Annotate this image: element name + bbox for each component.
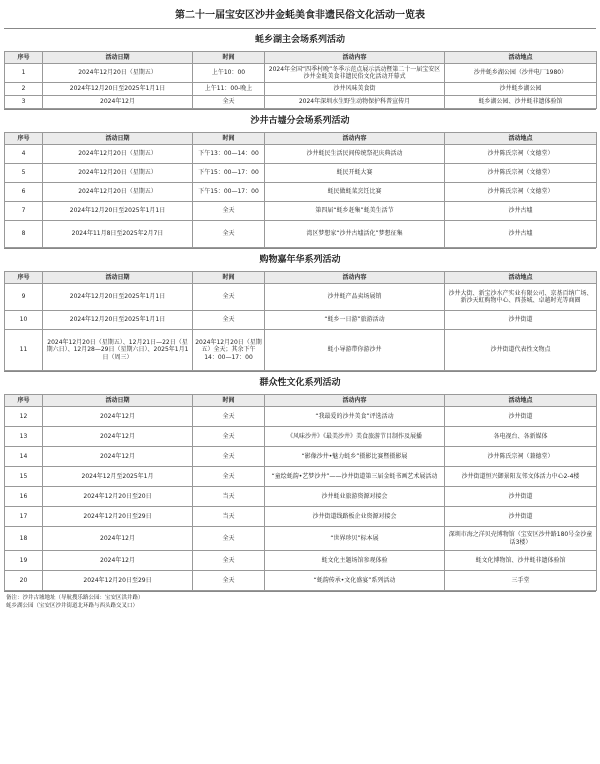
- time-cell: 全天: [193, 202, 265, 221]
- column-header: 活动内容: [265, 395, 445, 407]
- date-cell: 2024年12月: [43, 96, 193, 109]
- activity-table: [4, 132, 597, 248]
- date-cell: 2024年12月20日（星期五）、12月21日—22日（星期六日）、12月28—29日（星期六日）、2025年1月1日（周三）: [43, 330, 193, 371]
- table-row: [5, 96, 597, 109]
- time-cell: 全天: [193, 407, 265, 427]
- table-row: [5, 202, 597, 221]
- time-cell: 全天: [193, 527, 265, 551]
- table-row: [5, 330, 597, 371]
- footnote: [4, 591, 596, 612]
- content-cell: 沙井蚝业旅游资源对接会: [265, 487, 445, 507]
- content-cell: 2024年全国“四季村晚”冬季示范点展示活动暨第二十一届宝安区沙井金蚝美食非遗民俗文化活动开幕式: [265, 64, 445, 83]
- index-cell: 10: [5, 311, 43, 330]
- content-cell: 第四届“蚝乡赶集”蚝美生活节: [265, 202, 445, 221]
- table-row: [5, 467, 597, 487]
- document-title: 第二十一届宝安区沙井金蚝美食非遗民俗文化活动一览表: [175, 10, 425, 21]
- column-header: 活动日期: [43, 52, 193, 64]
- date-cell: 2024年12月20日至2025年1月1日: [43, 83, 193, 96]
- table-row: [5, 507, 597, 527]
- time-cell: 全天: [193, 447, 265, 467]
- content-cell: “蚝韵传承•文化盛宴”系列活动: [265, 571, 445, 591]
- date-cell: 2024年12月: [43, 427, 193, 447]
- index-cell: 17: [5, 507, 43, 527]
- index-cell: 15: [5, 467, 43, 487]
- place-cell: 沙井陈氏宗祠（文德堂）: [445, 145, 597, 164]
- place-cell: 沙井街道代表性文物点: [445, 330, 597, 371]
- column-header: 活动日期: [43, 133, 193, 145]
- date-cell: 2024年12月: [43, 447, 193, 467]
- index-cell: 2: [5, 83, 43, 96]
- activity-table: [4, 394, 597, 591]
- date-cell: 2024年11月8日至2025年2月7日: [43, 221, 193, 248]
- index-cell: 7: [5, 202, 43, 221]
- index-cell: 16: [5, 487, 43, 507]
- column-header: 时间: [193, 52, 265, 64]
- place-cell: 深圳市海之洋贝壳博物馆（宝安区沙井路180号金沙童话3楼）: [445, 527, 597, 551]
- content-cell: 沙井风味美食街: [265, 83, 445, 96]
- content-cell: 蚝民开蚝大赛: [265, 164, 445, 183]
- index-cell: 11: [5, 330, 43, 371]
- column-header: 序号: [5, 52, 43, 64]
- place-cell: 沙井街道: [445, 487, 597, 507]
- content-cell: 《风味沙井》《最美沙井》美食旅游节目制作及展播: [265, 427, 445, 447]
- place-cell: 蚝文化博物馆、沙井蚝非遗体验馆: [445, 551, 597, 571]
- time-cell: 全天: [193, 467, 265, 487]
- content-cell: 2024年深圳水生野生动物保护科普宣传月: [265, 96, 445, 109]
- time-cell: 2024年12月20日（星期五）全天；其余下午14：00—17：00: [193, 330, 265, 371]
- table-row: [5, 551, 597, 571]
- table-header-row: [5, 272, 597, 284]
- place-cell: 沙井蚝乡湖公园: [445, 83, 597, 96]
- time-cell: 下午15：00—17：00: [193, 183, 265, 202]
- place-cell: 沙井街道恒兴御景阳友邻文体活力中心2-4楼: [445, 467, 597, 487]
- date-cell: 2024年12月20日至20日: [43, 487, 193, 507]
- column-header: 活动内容: [265, 133, 445, 145]
- activity-table: [4, 271, 597, 371]
- date-cell: 2024年12月20日至29日: [43, 507, 193, 527]
- index-cell: 4: [5, 145, 43, 164]
- content-cell: 蚝文化主题场馆参观体验: [265, 551, 445, 571]
- content-cell: “蚝乡一日游”旅游活动: [265, 311, 445, 330]
- table-row: [5, 221, 597, 248]
- column-header: 活动日期: [43, 395, 193, 407]
- date-cell: 2024年12月: [43, 407, 193, 427]
- date-cell: 2024年12月20日（星期五）: [43, 64, 193, 83]
- content-cell: 沙井街道线路板企业资源对接会: [265, 507, 445, 527]
- date-cell: 2024年12月: [43, 551, 193, 571]
- time-cell: 当天: [193, 507, 265, 527]
- column-header: 序号: [5, 272, 43, 284]
- date-cell: 2024年12月20日至2025年1月1日: [43, 284, 193, 311]
- content-cell: “影像沙井•魅力蚝乡”摄影比赛暨摄影展: [265, 447, 445, 467]
- time-cell: 当天: [193, 487, 265, 507]
- table-row: [5, 183, 597, 202]
- date-cell: 2024年12月20日至2025年1月1日: [43, 202, 193, 221]
- place-cell: 沙井大街、新宝沙水产实业有限公司、京基百纳广场、新沙天虹购物中心、西荟城、卓越时光等商圈: [445, 284, 597, 311]
- content-cell: 蚝民做蚝菜烹饪比赛: [265, 183, 445, 202]
- table-row: [5, 311, 597, 330]
- time-cell: 全天: [193, 427, 265, 447]
- time-cell: 全天: [193, 284, 265, 311]
- content-cell: 沙井蚝民生活民间传统祭祀庆典活动: [265, 145, 445, 164]
- date-cell: 2024年12月: [43, 527, 193, 551]
- table-row: [5, 164, 597, 183]
- content-cell: “世界珍贝”标本展: [265, 527, 445, 551]
- table-header-row: [5, 395, 597, 407]
- index-cell: 3: [5, 96, 43, 109]
- place-cell: 沙井街道: [445, 407, 597, 427]
- section-title: 购物嘉年华系列活动: [4, 248, 596, 271]
- place-cell: 沙井陈氏宗祠（文德堂）: [445, 183, 597, 202]
- time-cell: 下午13：00—14：00: [193, 145, 265, 164]
- section-title: 沙井古墟分会场系列活动: [4, 109, 596, 132]
- index-cell: 8: [5, 221, 43, 248]
- content-cell: “我最爱的沙井美食”评选活动: [265, 407, 445, 427]
- table-row: [5, 64, 597, 83]
- footnote-line-2: 蚝乡湖公园（宝安区沙井街道北环路与西头路交叉口）: [6, 603, 139, 609]
- time-cell: 全天: [193, 551, 265, 571]
- column-header: 活动内容: [265, 52, 445, 64]
- footnote-line-1: 备注：沙井古墟地址（导航搜乐路公园：宝安区洪井路）: [6, 595, 144, 601]
- time-cell: 全天: [193, 96, 265, 109]
- column-header: 活动日期: [43, 272, 193, 284]
- table-row: [5, 284, 597, 311]
- section-title: 蚝乡湖主会场系列活动: [4, 28, 596, 51]
- table-row: [5, 83, 597, 96]
- time-cell: 下午15：00—17：00: [193, 164, 265, 183]
- place-cell: 沙井古墟: [445, 221, 597, 248]
- content-cell: 蚝小导游带你游沙井: [265, 330, 445, 371]
- table-row: [5, 145, 597, 164]
- content-cell: 湾区梦想家“沙井古墟活化”梦想征集: [265, 221, 445, 248]
- date-cell: 2024年12月20日（星期五）: [43, 164, 193, 183]
- index-cell: 6: [5, 183, 43, 202]
- place-cell: 沙井陈氏宗祠（文德堂）: [445, 164, 597, 183]
- index-cell: 1: [5, 64, 43, 83]
- activity-table: [4, 51, 597, 109]
- index-cell: 13: [5, 427, 43, 447]
- time-cell: 全天: [193, 571, 265, 591]
- table-row: [5, 487, 597, 507]
- date-cell: 2024年12月20日（星期五）: [43, 183, 193, 202]
- column-header: 序号: [5, 133, 43, 145]
- table-row: [5, 427, 597, 447]
- time-cell: 全天: [193, 311, 265, 330]
- column-header: 活动地点: [445, 133, 597, 145]
- date-cell: 2024年12月20日（星期五）: [43, 145, 193, 164]
- time-cell: 上午10：00: [193, 64, 265, 83]
- index-cell: 19: [5, 551, 43, 571]
- place-cell: 各电视台、各新媒体: [445, 427, 597, 447]
- column-header: 时间: [193, 272, 265, 284]
- place-cell: 三手堂: [445, 571, 597, 591]
- date-cell: 2024年12月至2025年1月: [43, 467, 193, 487]
- table-row: [5, 407, 597, 427]
- date-cell: 2024年12月20日至2025年1月1日: [43, 311, 193, 330]
- index-cell: 20: [5, 571, 43, 591]
- place-cell: 沙井街道: [445, 311, 597, 330]
- place-cell: 沙井街道: [445, 507, 597, 527]
- column-header: 活动地点: [445, 52, 597, 64]
- table-header-row: [5, 133, 597, 145]
- content-cell: “童绘蚝韵•艺梦沙井”——沙井街道第三届金蚝书画艺术展活动: [265, 467, 445, 487]
- place-cell: 沙井古墟: [445, 202, 597, 221]
- index-cell: 14: [5, 447, 43, 467]
- column-header: 活动地点: [445, 272, 597, 284]
- content-cell: 沙井蚝产品卖场展销: [265, 284, 445, 311]
- index-cell: 5: [5, 164, 43, 183]
- index-cell: 9: [5, 284, 43, 311]
- index-cell: 12: [5, 407, 43, 427]
- column-header: 活动内容: [265, 272, 445, 284]
- section-title: 群众性文化系列活动: [4, 371, 596, 394]
- place-cell: 沙井陈氏宗祠（兼德堂）: [445, 447, 597, 467]
- table-header-row: [5, 52, 597, 64]
- table-row: [5, 447, 597, 467]
- table-row: [5, 571, 597, 591]
- index-cell: 18: [5, 527, 43, 551]
- time-cell: 上午11：00-晚上: [193, 83, 265, 96]
- place-cell: 沙井蚝乡湖公园（沙井电厂1980）: [445, 64, 597, 83]
- column-header: 时间: [193, 395, 265, 407]
- sections-container: [4, 28, 596, 591]
- date-cell: 2024年12月20日至29日: [43, 571, 193, 591]
- time-cell: 全天: [193, 221, 265, 248]
- column-header: 活动地点: [445, 395, 597, 407]
- column-header: 时间: [193, 133, 265, 145]
- column-header: 序号: [5, 395, 43, 407]
- place-cell: 蚝乡湖公园、沙井蚝非遗体验馆: [445, 96, 597, 109]
- table-row: [5, 527, 597, 551]
